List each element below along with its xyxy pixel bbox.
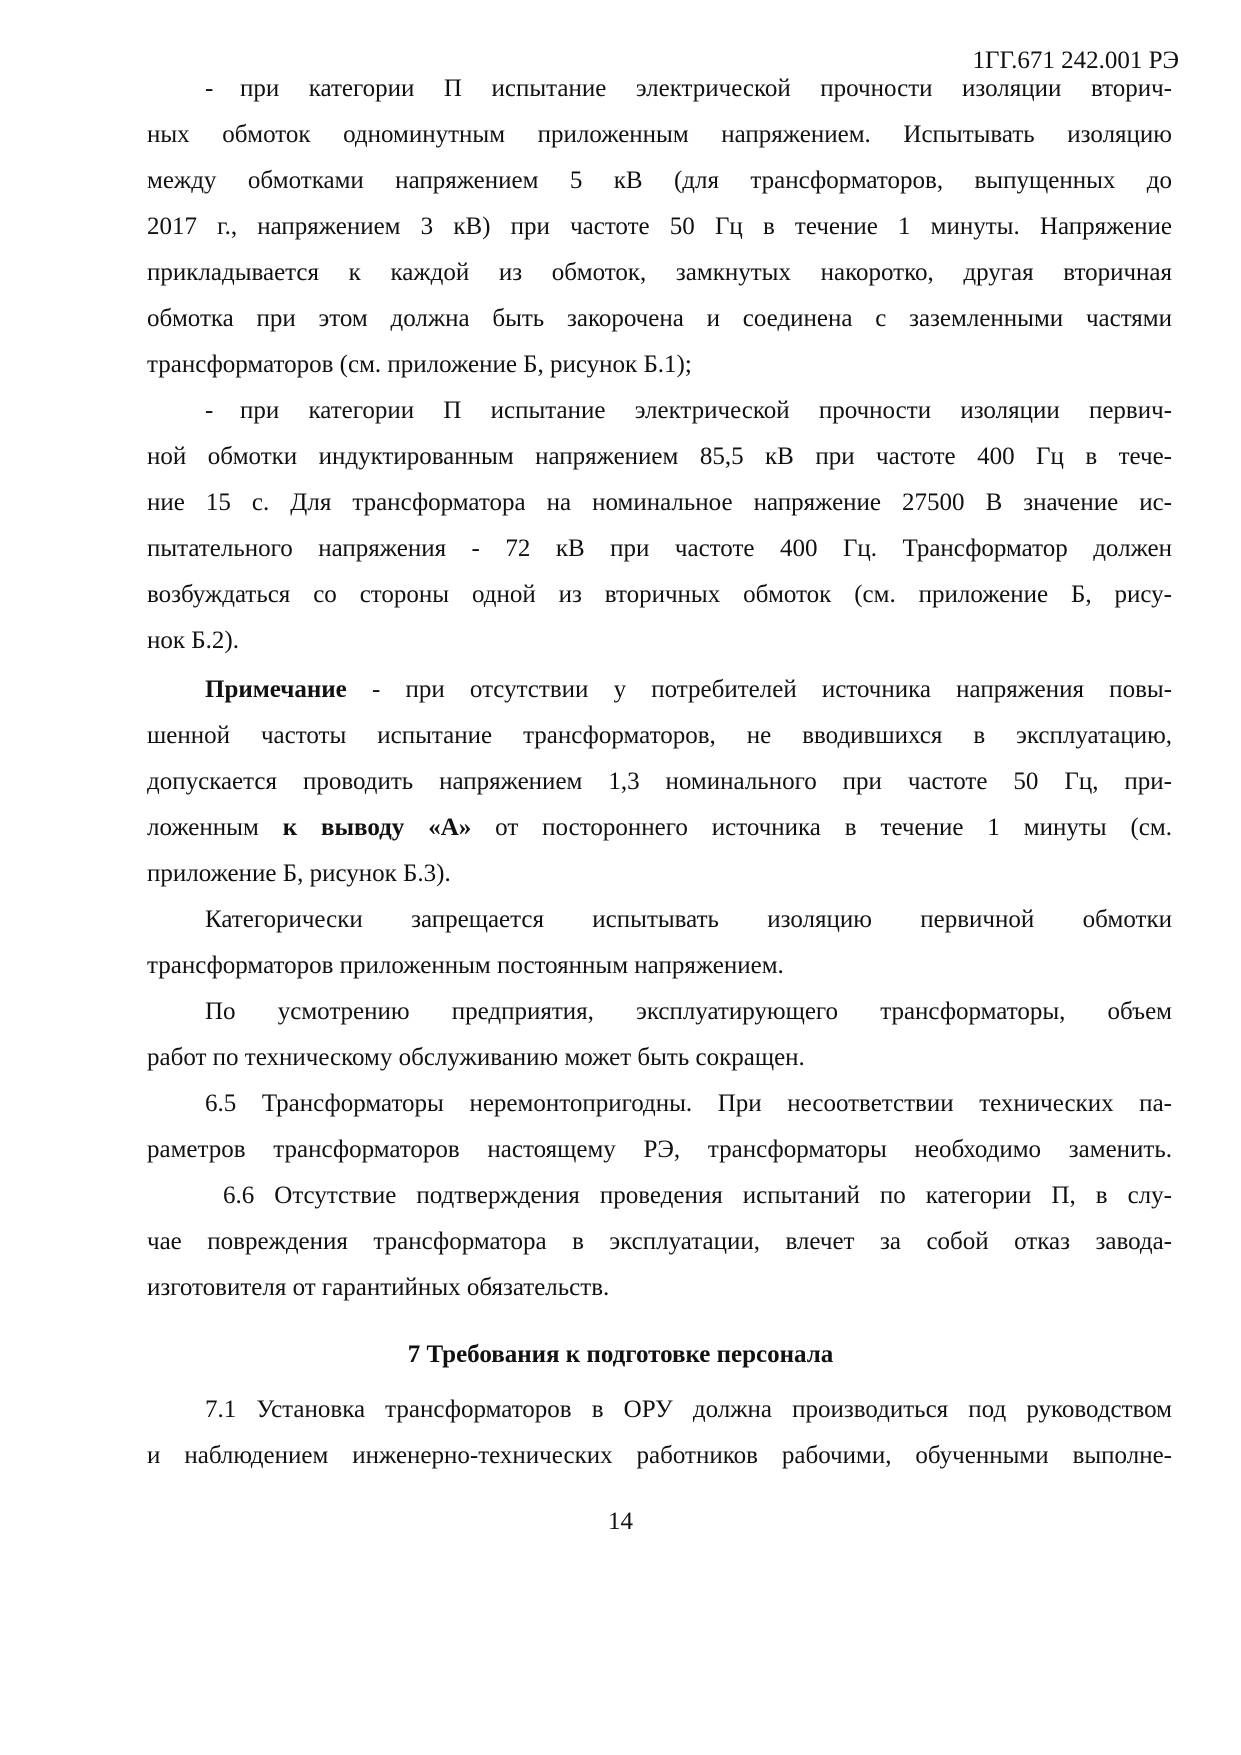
note-terminal-ref: к выводу «А»: [282, 814, 472, 841]
p1-line-4: 2017 г., напряжением 3 кВ) при частоте 50 Гц в течение 1 минуты. Напряжение: [147, 213, 1172, 240]
section-7-heading: 7 Требования к подготовке персонала: [407, 1341, 834, 1368]
p1-line-1-text: при категории П испытание электрической прочности изоляции вторич-: [240, 75, 1172, 102]
s7-line-1: 7.1 Установка трансформаторов в ОРУ должна производиться под руководством: [205, 1396, 1172, 1423]
p1-line-1: [205, 74, 1172, 104]
p1-line-3: между обмотками напряжением 5 кВ (для трансформаторов, выпущенных до: [147, 167, 1172, 194]
p2-line-1: [205, 396, 1172, 426]
note-line-2: шенной частоты испытание трансформаторов, не вводившихся в эксплуатацию,: [147, 722, 1172, 749]
p66-line-2: чае повреждения трансформатора в эксплуатации, влечет за собой отказ завода-: [147, 1228, 1172, 1255]
p3-line-2: трансформаторов приложенным постоянным напряжением.: [147, 952, 784, 979]
note-line-1-text: - при отсутствии у потребителей источника напряжения повы-: [346, 676, 1172, 703]
note-line-1: [205, 675, 1172, 705]
p1-line-6: обмотка при этом должна быть закорочена и соединена с заземленными частями: [147, 305, 1172, 332]
p66-line-3: изготовителя от гарантийных обязательств.: [147, 1274, 610, 1301]
list-dash: -: [205, 397, 214, 424]
p4-line-1: По усмотрению предприятия, эксплуатирующего трансформаторы, объем: [205, 998, 1172, 1025]
p1-line-7: трансформаторов (см. приложение Б, рисунок Б.1);: [147, 351, 692, 378]
p2-line-1-text: при категории П испытание электрической прочности изоляции первич-: [240, 397, 1172, 424]
note-line-4: [147, 813, 1172, 843]
p2-line-2: ной обмотки индуктированным напряжением 85,5 кВ при частоте 400 Гц в тече-: [147, 443, 1172, 470]
p2-line-4: пытательного напряжения - 72 кВ при частоте 400 Гц. Трансформатор должен: [147, 535, 1172, 562]
s7-line-2: и наблюдением инженерно-технических работников рабочими, обученными выполне-: [147, 1442, 1172, 1469]
p1-line-5: прикладывается к каждой из обмоток, замкнутых накоротко, другая вторичная: [147, 259, 1172, 286]
page-number: 14: [608, 1508, 633, 1535]
p3-line-1: Категорически запрещается испытывать изоляцию первичной обмотки: [205, 906, 1172, 933]
note-line-5: приложение Б, рисунок Б.3).: [147, 860, 451, 887]
document-code: 1ГГ.671 242.001 РЭ: [972, 47, 1179, 74]
note-line-4-pre: ложенным: [147, 814, 283, 841]
p4-line-2: работ по техническому обслуживанию может быть сокращен.: [147, 1044, 805, 1071]
note-line-3: допускается проводить напряжением 1,3 номинального при частоте 50 Гц, при-: [147, 768, 1172, 795]
p2-line-5: возбуждаться со стороны одной из вторичных обмоток (см. приложение Б, рису-: [147, 581, 1172, 608]
p1-line-2: ных обмоток одноминутным приложенным напряжением. Испытывать изоляцию: [147, 121, 1172, 148]
note-line-4-post: от постороннего источника в течение 1 минуты (см.: [471, 814, 1172, 841]
p65-line-1: 6.5 Трансформаторы неремонтопригодны. При несоответствии технических па-: [205, 1090, 1172, 1117]
p2-line-6: нок Б.2).: [147, 627, 239, 654]
p65-line-2: раметров трансформаторов настоящему РЭ, трансформаторы необходимо заменить.: [147, 1136, 1172, 1163]
list-dash: -: [205, 75, 214, 102]
note-label: Примечание: [205, 676, 347, 703]
p66-line-1: 6.6 Отсутствие подтверждения проведения испытаний по категории П, в слу-: [223, 1182, 1172, 1209]
p2-line-3: ние 15 с. Для трансформатора на номинальное напряжение 27500 В значение ис-: [147, 489, 1172, 516]
